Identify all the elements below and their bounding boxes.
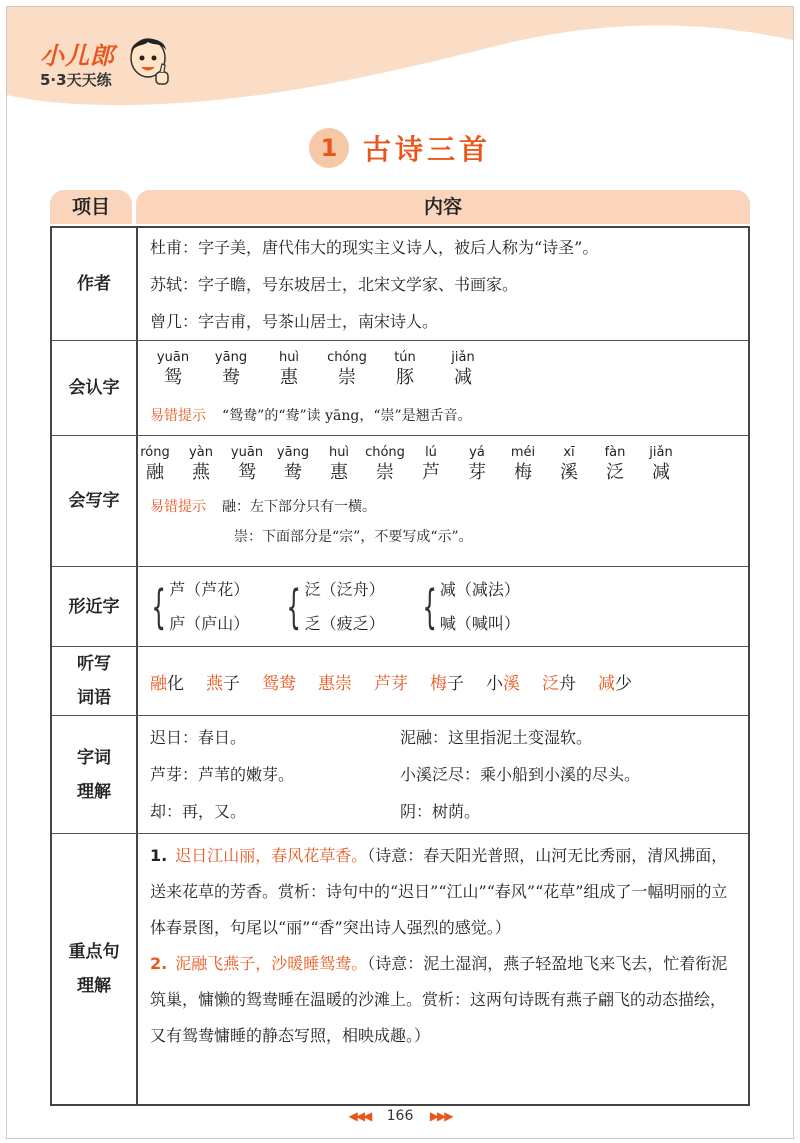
next-arrows-icon: ▶▶▶ xyxy=(429,1109,452,1123)
char-item: yāng 鸯 xyxy=(276,445,310,483)
word-def: 迟日：春日。 xyxy=(150,728,247,747)
lesson-number: 1 xyxy=(309,128,349,168)
dictation-word: 泛舟 xyxy=(542,673,576,694)
row-write xyxy=(52,436,748,567)
author-line: 曾几：字吉甫，号茶山居士，南宋诗人。 xyxy=(150,312,439,331)
tip-text: 崇：下面部分是“宗”，不要写成“示”。 xyxy=(234,529,473,545)
row-author xyxy=(52,228,748,341)
mascot-boy-icon xyxy=(124,32,174,90)
char-item: xī 溪 xyxy=(560,445,578,483)
key-sentence-item: 2. 泥融飞燕子，沙暖睡鸳鸯。（诗意：泥土湿润，燕子轻盈地飞来飞去，忙着衔泥筑巢，慵懒的鸳鸯睡在温暖的沙滩上。赏析：这两句诗既有燕子翩飞的动态描绘，又有鸳鸯慵睡的静态写照，相映成趣。） xyxy=(150,954,728,1045)
char-item: jiǎn 减 xyxy=(451,350,475,388)
brand-logo xyxy=(40,36,115,90)
char-item: yàn 燕 xyxy=(189,445,213,483)
lesson-title xyxy=(0,128,800,168)
dictation-word: 梅子 xyxy=(430,673,464,694)
brand-subtitle: 5·3天天练 xyxy=(40,71,112,89)
char-item: chóng 崇 xyxy=(327,350,367,388)
char-item: jiǎn 减 xyxy=(649,445,673,483)
word-def: 小溪泛尽：乘小船到小溪的尽头。 xyxy=(400,765,641,784)
row-recognize xyxy=(52,341,748,436)
page-number: ◀◀◀ 166 ▶▶▶ xyxy=(348,1108,452,1124)
word-def: 芦芽：芦苇的嫩芽。 xyxy=(150,765,295,784)
word-def: 泥融：这里指泥土变湿软。 xyxy=(400,728,593,747)
similar-group: { 泛（泛舟） 乏（疲乏） xyxy=(286,579,385,634)
char-item: huì 惠 xyxy=(278,350,300,388)
top-wave-decoration xyxy=(0,0,800,120)
dictation-word: 融化 xyxy=(150,673,184,694)
row-label: 听写 词语 xyxy=(52,647,138,715)
dictation-word: 减少 xyxy=(598,673,632,694)
char-item: yá 芽 xyxy=(468,445,486,483)
word-def: 却：再，又。 xyxy=(150,802,247,821)
char-item: fàn 泛 xyxy=(604,445,626,483)
char-item: chóng 崇 xyxy=(365,445,405,483)
dictation-word: 小溪 xyxy=(486,673,520,694)
row-dictation xyxy=(52,647,748,716)
row-key-sentences xyxy=(52,834,748,1104)
row-label: 形近字 xyxy=(52,567,138,646)
char-item: méi 梅 xyxy=(510,445,536,483)
lesson-title-text: 古诗三首 xyxy=(362,133,491,166)
row-label: 会写字 xyxy=(52,436,138,566)
tip-label: 易错提示 xyxy=(150,408,206,424)
char-item: yuān 鸳 xyxy=(156,350,190,388)
content-table xyxy=(50,226,750,1106)
char-item: huì 惠 xyxy=(328,445,350,483)
row-label: 字词 理解 xyxy=(52,716,138,833)
tip-text: 融：左下部分只有一横。 xyxy=(222,499,376,515)
header-item: 项目 xyxy=(50,190,132,224)
author-line: 苏轼：字子瞻，号东坡居士，北宋文学家、书画家。 xyxy=(150,275,519,294)
author-line: 杜甫：字子美，唐代伟大的现实主义诗人，被后人称为“诗圣”。 xyxy=(150,238,599,257)
char-item: róng 融 xyxy=(140,445,170,483)
tip-label: 易错提示 xyxy=(150,499,206,515)
char-item: tún 豚 xyxy=(394,350,416,388)
char-item: yāng 鸯 xyxy=(214,350,248,388)
row-label: 会认字 xyxy=(52,341,138,435)
similar-group: { 减（减法） 喊（喊叫） xyxy=(421,579,520,634)
header-content: 内容 xyxy=(136,190,750,224)
row-words xyxy=(52,716,748,834)
prev-arrows-icon: ◀◀◀ xyxy=(348,1109,371,1123)
dictation-word: 鸳鸯 xyxy=(262,673,296,694)
char-item: lú 芦 xyxy=(422,445,440,483)
key-sentence-item: 1. 迟日江山丽，春风花草香。（诗意：春天阳光普照，山河无比秀丽，清风拂面，送来花草的芳香。赏析：诗句中的“迟日”“江山”“春风”“花草”组成了一幅明丽的立体春景图，句尾以“丽”“香”突出诗人强烈的感觉。） xyxy=(150,846,728,937)
char-item: yuān 鸳 xyxy=(230,445,264,483)
dictation-word: 惠崇 xyxy=(318,673,352,694)
row-label: 作者 xyxy=(52,228,138,340)
row-label: 重点句 理解 xyxy=(52,834,138,1104)
tip-text: “鸳鸯”的“鸯”读 yāng，“崇”是翘舌音。 xyxy=(222,408,472,424)
word-def: 阴：树荫。 xyxy=(400,802,481,821)
dictation-word: 芦芽 xyxy=(374,673,408,694)
dictation-word: 燕子 xyxy=(206,673,240,694)
brand-name: 小儿郎 xyxy=(40,42,115,70)
similar-group: { 芦（芦花） 庐（庐山） xyxy=(151,579,250,634)
row-similar xyxy=(52,567,748,647)
